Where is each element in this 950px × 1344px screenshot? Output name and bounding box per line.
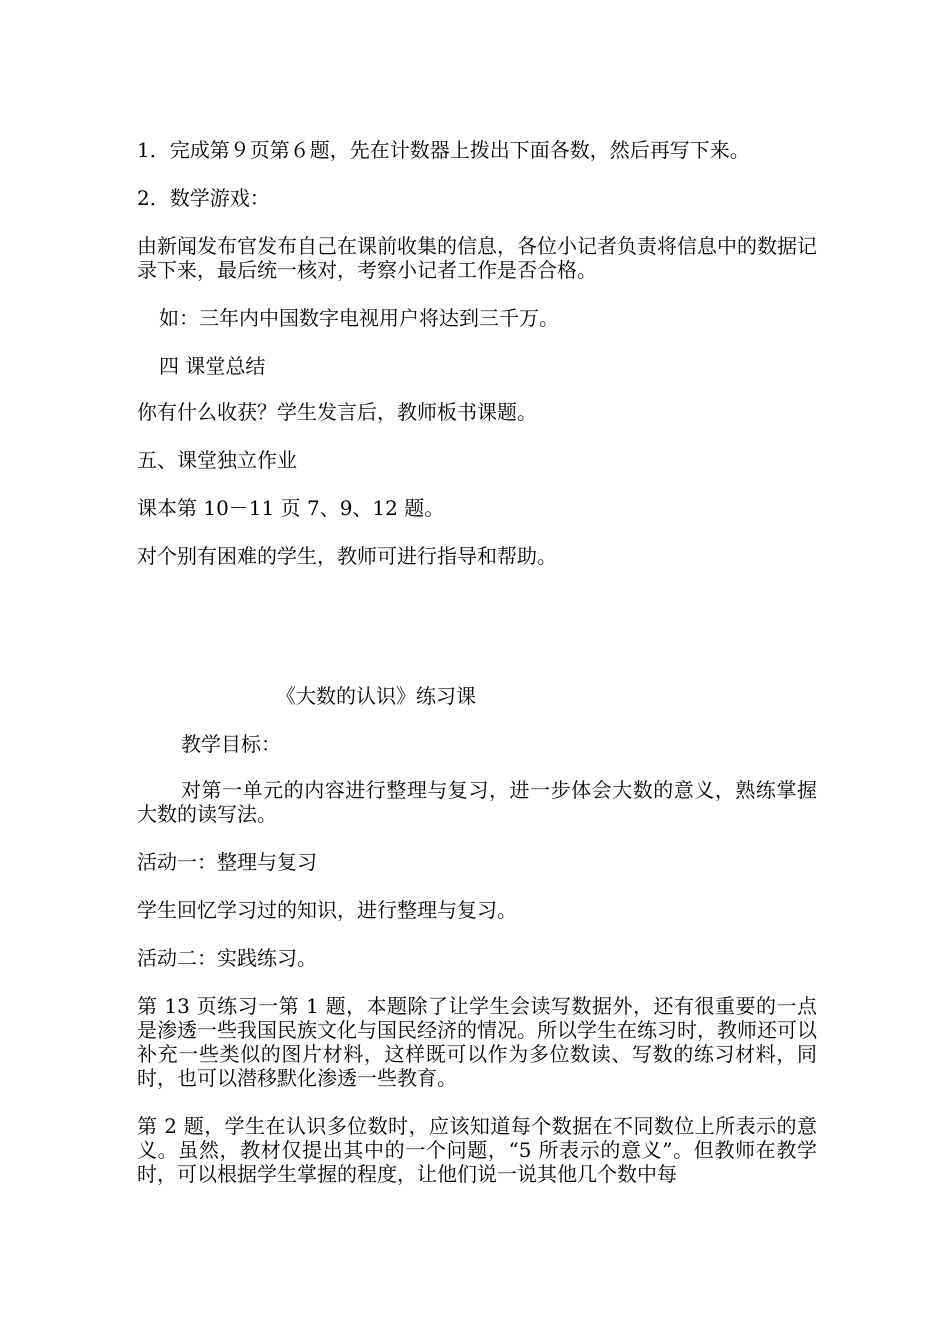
game-description: 由新闻发布官发布自己在课前收集的信息，各位小记者负责将信息中的数据记录下来，最后统一核对，考察小记者工作是否合格。 xyxy=(137,234,817,282)
activity1-text: 学生回忆学习过的知识，进行整理与复习。 xyxy=(137,898,517,922)
homework-text: 课本第 10－11 页 7、9、12 题。 xyxy=(137,496,445,520)
homework-heading: 五、课堂独立作业 xyxy=(137,448,297,472)
activity2-paragraph-1: 第 13 页练习一第 1 题，本题除了让学生会读写数据外，还有很重要的一点是渗透一些我国民族文化与国民经济的情况。所以学生在练习时，教师还可以补充一些类似的图片材料，这样既可以作为多位数读、写数的练习材料，同时，也可以潜移默化渗透一些教育。 xyxy=(137,994,817,1090)
summary-text: 你有什么收获？学生发言后，教师板书课题。 xyxy=(137,400,537,424)
goal-text: 对第一单元的内容进行整理与复习，进一步体会大数的意义，熟练掌握大数的读写法。 xyxy=(137,778,817,826)
exercise-item-2: 2．数学游戏： xyxy=(137,186,270,210)
example-line: 如：三年内中国数字电视用户将达到三千万。 xyxy=(159,306,559,330)
activity2-paragraph-2: 第 2 题，学生在认识多位数时，应该知道每个数据在不同数位上所表示的意义。虽然，教材仅提出其中的一个问题，“5 所表示的意义”。但教师在教学时，可以根据学生掌握的程度，让他们说一说其他几个数中每 xyxy=(137,1114,817,1186)
activity2-heading: 活动二：实践练习。 xyxy=(137,946,317,970)
exercise-item-1: 1．完成第９页第６题，先在计数器上拨出下面各数，然后再写下来。 xyxy=(137,138,750,162)
goal-heading: 教学目标： xyxy=(181,732,281,756)
summary-heading: 四 课堂总结 xyxy=(159,354,266,378)
activity1-heading: 活动一：整理与复习 xyxy=(137,850,317,874)
lesson-title: 《大数的认识》练习课 xyxy=(276,684,476,708)
homework-note: 对个别有困难的学生，教师可进行指导和帮助。 xyxy=(137,544,557,568)
